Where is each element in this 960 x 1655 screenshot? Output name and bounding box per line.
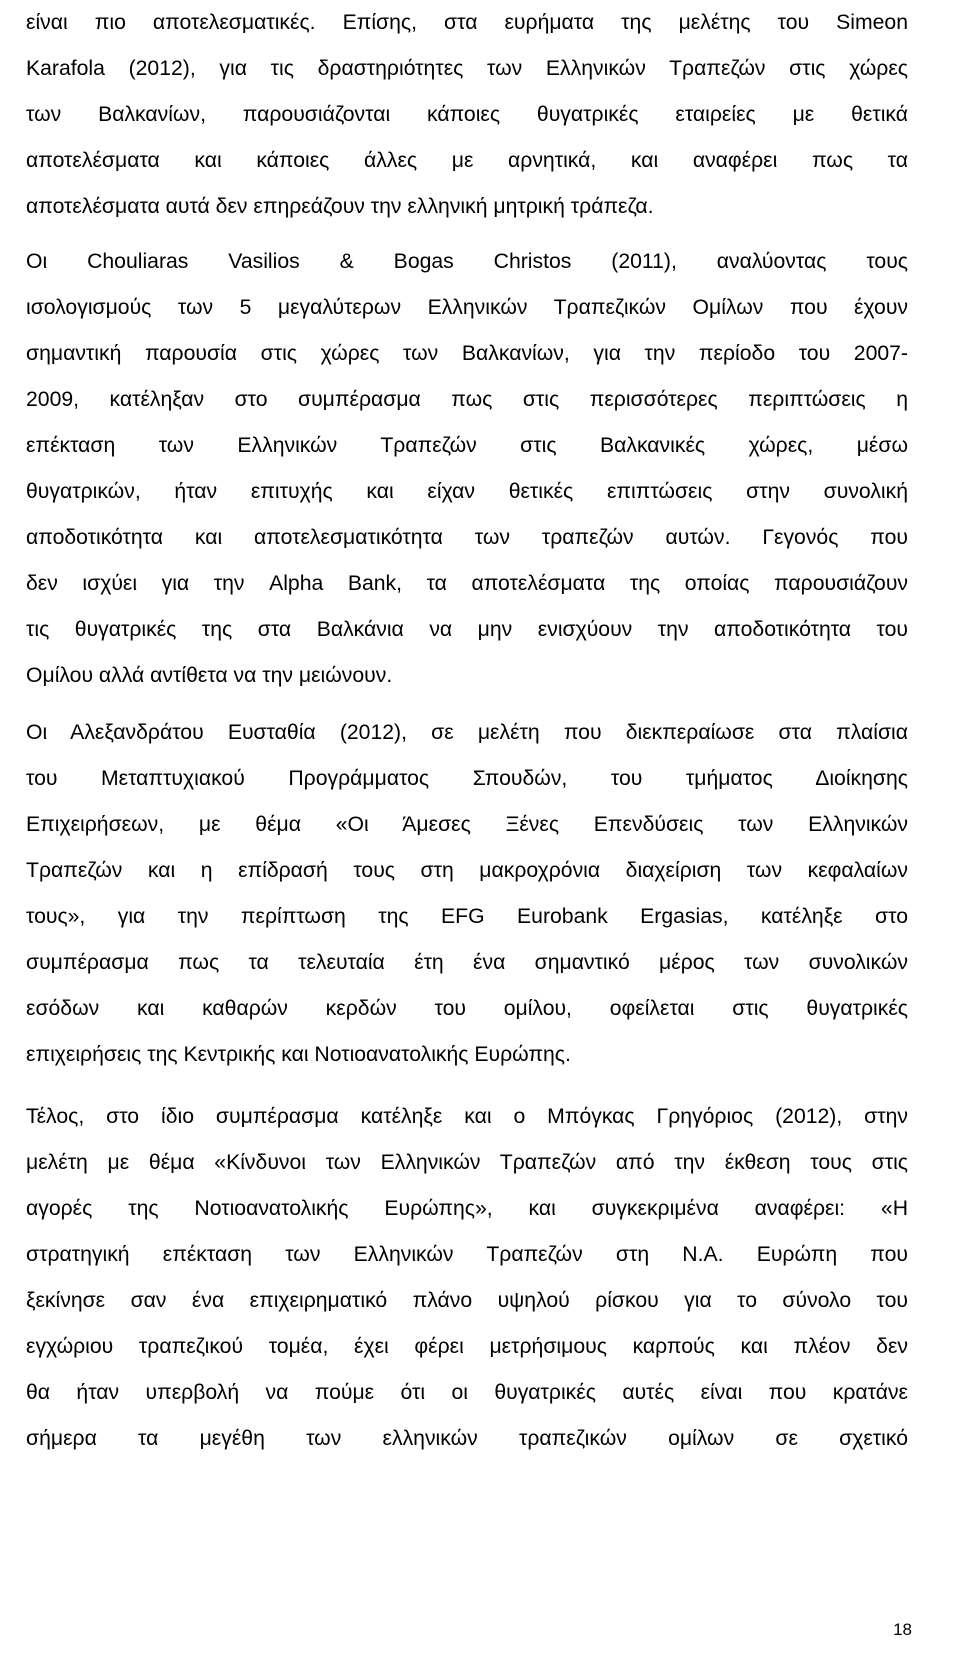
text-line: αγορές της Νοτιοανατολικής Ευρώπης», και συγκεκριμένα αναφέρει: «Η xyxy=(26,1197,908,1220)
text-line: σήμερα τα μεγέθη των ελληνικών τραπεζικών ομίλων σε σχετικό xyxy=(26,1427,908,1450)
text-line: στρατηγική επέκταση των Ελληνικών Τραπεζών στη Ν.Α. Ευρώπη που xyxy=(26,1243,908,1266)
text-line: ισολογισμούς των 5 μεγαλύτερων Ελληνικών Τραπεζικών Ομίλων που έχουν xyxy=(26,296,908,319)
text-line: 2009, κατέληξαν στο συμπέρασμα πως στις περισσότερες περιπτώσεις η xyxy=(26,388,908,411)
text-line: θα ήταν υπερβολή να πούμε ότι οι θυγατρικές αυτές είναι που κρατάνε xyxy=(26,1381,908,1404)
text-line: συμπέρασμα πως τα τελευταία έτη ένα σημαντικό μέρος των συνολικών xyxy=(26,951,908,974)
text-line: του Μεταπτυχιακού Προγράμματος Σπουδών, του τμήματος Διοίκησης xyxy=(26,767,908,790)
text-line: επέκταση των Ελληνικών Τραπεζών στις Βαλκανικές χώρες, μέσω xyxy=(26,434,908,457)
text-line: σημαντική παρουσία στις χώρες των Βαλκανίων, για την περίοδο του 2007- xyxy=(26,342,908,365)
text-line: εγχώριου τραπεζικού τομέα, έχει φέρει μετρήσιμους καρπούς και πλέον δεν xyxy=(26,1335,908,1358)
paragraph-2 xyxy=(26,239,908,699)
text-line: μελέτη με θέμα «Κίνδυνοι των Ελληνικών Τραπεζών από την έκθεση τους στις xyxy=(26,1151,908,1174)
paragraph-1 xyxy=(26,0,908,230)
text-line: Karafola (2012), για τις δραστηριότητες των Ελληνικών Τραπεζών στις χώρες xyxy=(26,57,908,80)
text-line: των Βαλκανίων, παρουσιάζονται κάποιες θυγατρικές εταιρείες με θετικά xyxy=(26,103,908,126)
text-line: εσόδων και καθαρών κερδών του ομίλου, οφείλεται στις θυγατρικές xyxy=(26,997,908,1020)
text-line: αποτελέσματα και κάποιες άλλες με αρνητικά, και αναφέρει πως τα xyxy=(26,149,908,172)
text-line: θυγατρικών, ήταν επιτυχής και είχαν θετικές επιπτώσεις στην συνολική xyxy=(26,480,908,503)
text-line: Επιχειρήσεων, με θέμα «Οι Άμεσες Ξένες Επενδύσεις των Ελληνικών xyxy=(26,813,908,836)
text-line: Τέλος, στο ίδιο συμπέρασμα κατέληξε και ο Μπόγκας Γρηγόριος (2012), στην xyxy=(26,1105,908,1128)
paragraph-4 xyxy=(26,1094,908,1462)
text-line: επιχειρήσεις της Κεντρικής και Νοτιοανατολικής Ευρώπης. xyxy=(26,1043,571,1066)
text-line: δεν ισχύει για την Alpha Bank, τα αποτελέσματα της οποίας παρουσιάζουν xyxy=(26,572,908,595)
text-line: Τραπεζών και η επίδρασή τους στη μακροχρόνια διαχείριση των κεφαλαίων xyxy=(26,859,908,882)
text-line: τους», για την περίπτωση της EFG Eurobank Ergasias, κατέληξε στο xyxy=(26,905,908,928)
text-line: αποδοτικότητα και αποτελεσματικότητα των τραπεζών αυτών. Γεγονός που xyxy=(26,526,908,549)
page-number: 18 xyxy=(893,1620,912,1639)
text-line: αποτελέσματα αυτά δεν επηρεάζουν την ελληνική μητρική τράπεζα. xyxy=(26,195,654,218)
text-line: Ομίλου αλλά αντίθετα να την μειώνουν. xyxy=(26,664,393,687)
text-line: ξεκίνησε σαν ένα επιχειρηματικό πλάνο υψηλού ρίσκου για το σύνολο του xyxy=(26,1289,908,1312)
text-line: Οι Chouliaras Vasilios & Bogas Christos (2011), αναλύοντας τους xyxy=(26,250,908,273)
text-line: είναι πιο αποτελεσματικές. Επίσης, στα ευρήματα της μελέτης του Simeon xyxy=(26,11,908,34)
text-line: τις θυγατρικές της στα Βαλκάνια να μην ενισχύουν την αποδοτικότητα του xyxy=(26,618,908,641)
paragraph-3 xyxy=(26,710,908,1078)
text-line: Οι Αλεξανδράτου Ευσταθία (2012), σε μελέτη που διεκπεραίωσε στα πλαίσια xyxy=(26,721,908,744)
